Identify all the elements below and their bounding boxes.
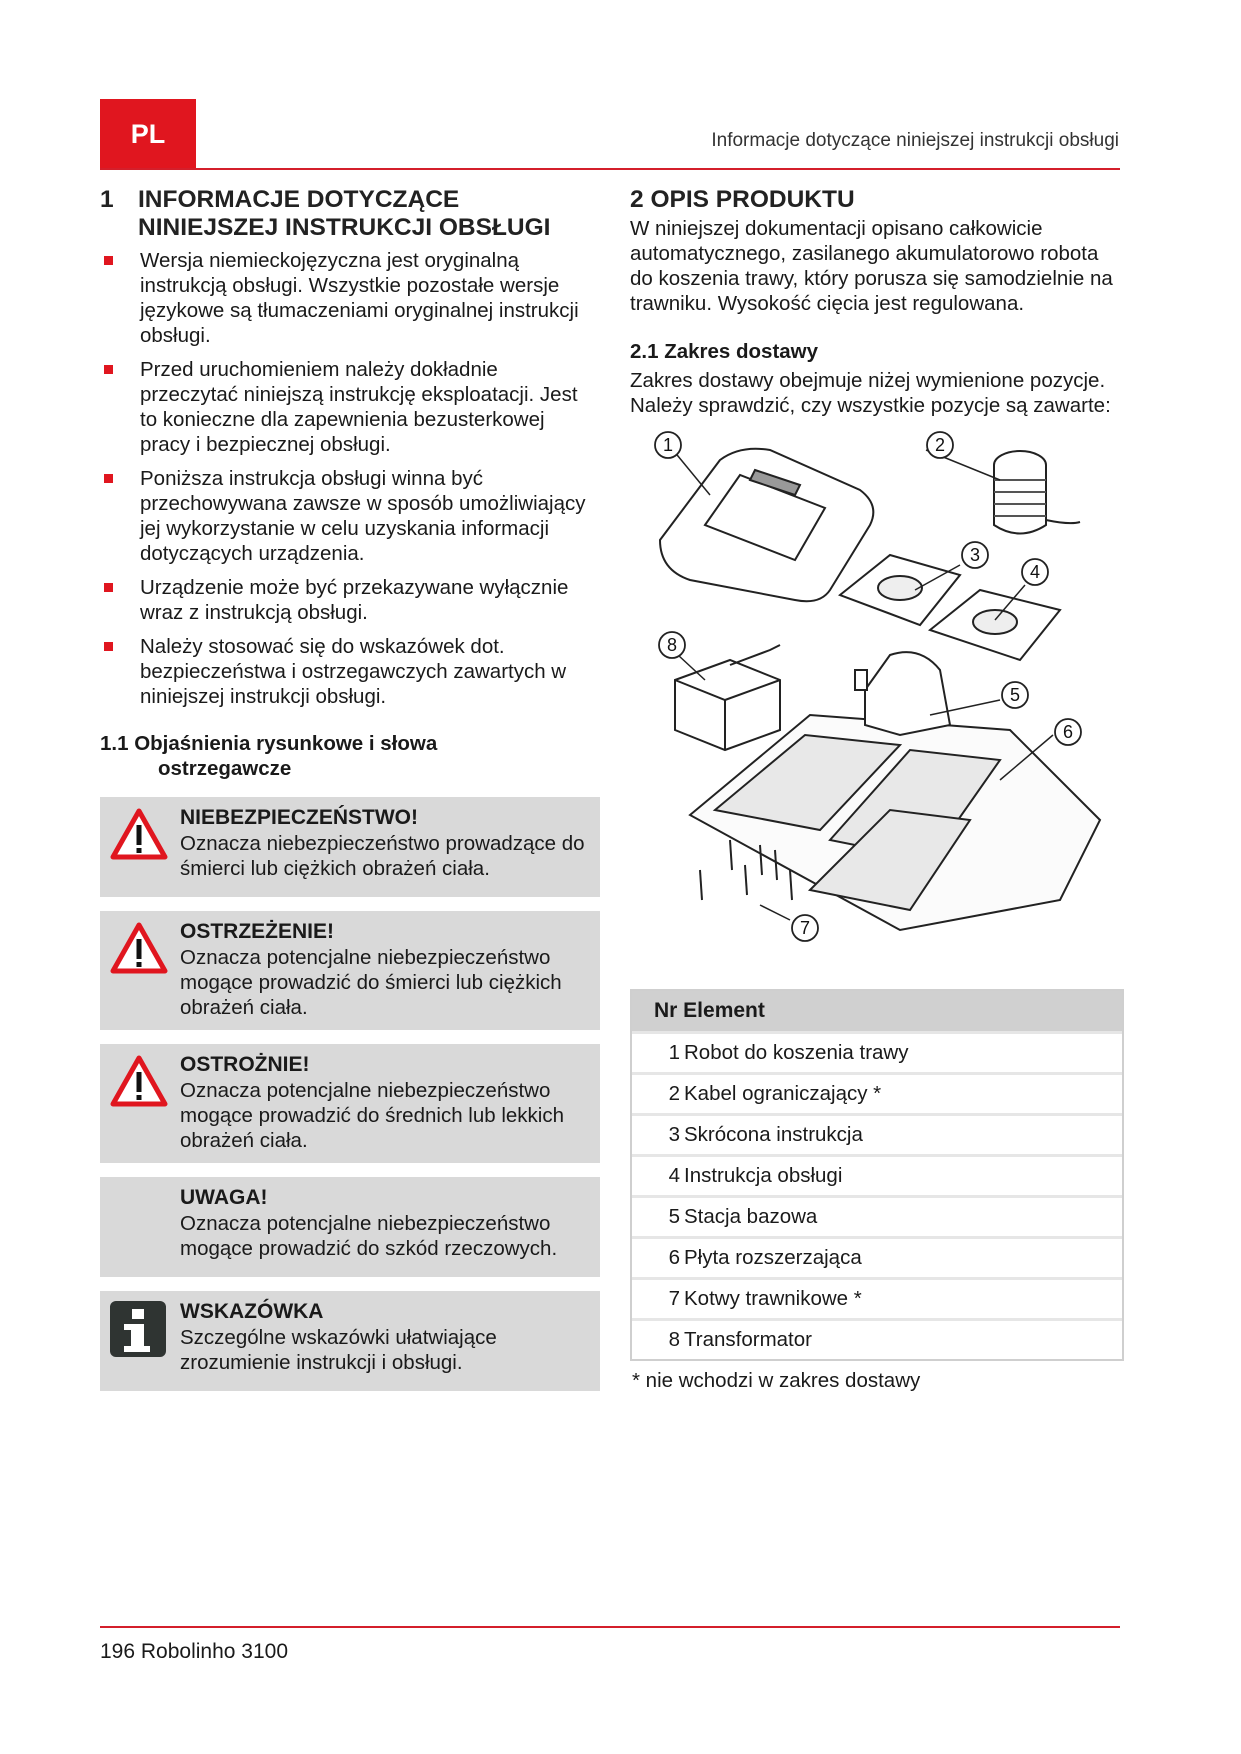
- section-1-heading: [100, 186, 600, 242]
- section-number: 2: [630, 186, 644, 213]
- list-item: Wersja niemieckojęzyczna jest oryginalną instrukcją obsługi. Wszystkie pozostałe wersje językowe są tłumaczeniami oryginalnej instrukcji obsługi.: [100, 248, 600, 348]
- note-title: OSTRZEŻENIE!: [180, 920, 335, 943]
- callout-leader: [673, 450, 710, 495]
- callout-number: 2: [934, 435, 946, 455]
- note-hint: [100, 1291, 600, 1391]
- section-title-line2: ostrzegawcze: [158, 757, 292, 780]
- row-element: Robot do koszenia trawy: [684, 1041, 909, 1064]
- info-icon: [110, 1301, 166, 1362]
- table-row: [632, 1072, 1122, 1113]
- lawn-peg: [700, 870, 702, 900]
- section-number: 2.1: [630, 340, 659, 363]
- row-element: Kotwy trawnikowe *: [684, 1287, 862, 1310]
- transformer-cable: [730, 645, 780, 665]
- note-title: OSTROŻNIE!: [180, 1053, 310, 1076]
- note-text: Oznacza potencjalne niebezpieczeństwo mogące prowadzić do śmierci lub ciężkich obrażeń ciała.: [180, 946, 562, 1019]
- section-number: 1: [100, 186, 114, 213]
- warning-triangle-icon: [110, 921, 168, 980]
- warning-triangle-icon: [110, 807, 168, 866]
- note-text: Szczególne wskazówki ułatwiające zrozumienie instrukcji i obsługi.: [180, 1326, 497, 1374]
- note-title: UWAGA!: [180, 1186, 268, 1209]
- note-warning: [100, 911, 600, 1030]
- row-number: 5: [668, 1205, 680, 1228]
- table-row: [632, 1318, 1122, 1359]
- row-number: 4: [668, 1164, 680, 1187]
- section-title: OPIS PRODUKTU: [650, 186, 855, 213]
- lawn-peg: [730, 840, 732, 870]
- section-1-1-heading: [100, 731, 600, 781]
- list-item: Należy stosować się do wskazówek dot. bezpieczeństwa i ostrzegawczych zawartych w niniejszej instrukcji obsługi.: [100, 634, 600, 709]
- callout-number: 6: [1062, 722, 1074, 742]
- note-text: Oznacza potencjalne niebezpieczeństwo mogące prowadzić do szkód rzeczowych.: [180, 1212, 558, 1260]
- section-title-line1: INFORMACJE DOTYCZĄCE: [138, 186, 460, 213]
- base-station-shape: [865, 652, 950, 735]
- transformer-shape: [675, 660, 780, 750]
- row-element: Skrócona instrukcja: [684, 1123, 863, 1146]
- table-row: [632, 1277, 1122, 1318]
- table-row: [632, 1236, 1122, 1277]
- table-header: Nr Element: [632, 991, 1122, 1031]
- list-item: Przed uruchomieniem należy dokładnie przeczytać niniejszą instrukcję eksploatacji. Jest to konieczne dla zapewnienia bezusterkowej pracy i bezpiecznej obsługi.: [100, 357, 600, 457]
- delivery-contents-figure: [630, 430, 1120, 975]
- row-element: Instrukcja obsługi: [684, 1164, 843, 1187]
- section-2-1-text: Zakres dostawy obejmuje niżej wymienione pozycje. Należy sprawdzić, czy wszystkie pozycje są zawarte:: [630, 369, 1111, 417]
- note-text: Oznacza potencjalne niebezpieczeństwo mogące prowadzić do średnich lub lekkich obrażeń ciała.: [180, 1079, 565, 1152]
- table-row: [632, 1113, 1122, 1154]
- section-number: 1.1: [100, 732, 129, 755]
- callout-number: 1: [662, 435, 674, 455]
- cable-end: [1046, 520, 1080, 523]
- table-footnote: * nie wchodzi w zakres dostawy: [632, 1369, 921, 1392]
- row-number: 7: [668, 1287, 680, 1310]
- running-title: Informacje dotyczące niniejszej instrukcji obsługi: [711, 130, 1119, 151]
- booklet-graphic: [878, 576, 922, 600]
- callout-number: 7: [799, 918, 811, 938]
- signal-words-list: [100, 797, 600, 1391]
- row-element: Kabel ograniczający *: [684, 1082, 882, 1105]
- note-caution: [100, 1044, 600, 1163]
- product-illustration: [630, 430, 1120, 970]
- callout-number: 3: [969, 545, 981, 565]
- lawn-peg: [745, 865, 747, 895]
- lawn-peg: [790, 870, 792, 900]
- section-title-line1: Objaśnienia rysunkowe i słowa: [134, 732, 438, 755]
- list-item: Poniższa instrukcja obsługi winna być przechowywana zawsze w sposób umożliwiający jej wykorzystanie w celu uzyskania informacji dotyczących urządzenia.: [100, 466, 600, 566]
- booklet-graphic: [973, 610, 1017, 634]
- table-row: [632, 1154, 1122, 1195]
- section-2-heading: [630, 186, 1120, 214]
- language-tab: PL: [100, 99, 196, 169]
- row-number: 3: [668, 1123, 680, 1146]
- table-row: [632, 1031, 1122, 1072]
- info-bullet-list: [100, 248, 600, 709]
- base-station-post: [855, 670, 867, 690]
- row-number: 1: [668, 1041, 680, 1064]
- callout-number: 5: [1009, 685, 1021, 705]
- row-element: Stacja bazowa: [684, 1205, 818, 1228]
- callout-number: 8: [666, 635, 678, 655]
- note-title: NIEBEZPIECZEŃSTWO!: [180, 806, 419, 829]
- table-row: [632, 1195, 1122, 1236]
- section-2-text: W niniejszej dokumentacji opisano całkowicie automatycznego, zasilanego akumulatorowo robota do koszenia trawy, który porusza się samodzielnie na trawniku. Wysokość cięcia jest regulowana.: [630, 217, 1113, 315]
- list-item: Urządzenie może być przekazywane wyłącznie wraz z instrukcją obsługi.: [100, 575, 600, 625]
- row-number: 6: [668, 1246, 680, 1269]
- cable-coil-body: [994, 465, 1046, 534]
- warning-triangle-icon: [110, 1054, 168, 1113]
- row-element: Transformator: [684, 1328, 812, 1351]
- callout-number: 4: [1029, 562, 1041, 582]
- row-number: 2: [668, 1082, 680, 1105]
- left-column: [100, 186, 600, 1405]
- row-element: Płyta rozszerzająca: [684, 1246, 862, 1269]
- note-title: WSKAZÓWKA: [180, 1300, 324, 1323]
- page-footer: 196 Robolinho 3100: [100, 1640, 288, 1663]
- note-danger: [100, 797, 600, 897]
- delivery-contents-table: [630, 989, 1124, 1361]
- section-2-1-heading: [630, 340, 1120, 364]
- callout-leader: [760, 905, 790, 920]
- note-notice: [100, 1177, 600, 1277]
- row-number: 8: [668, 1328, 680, 1351]
- header-rule: [100, 168, 1120, 170]
- section-title: Zakres dostawy: [664, 340, 819, 363]
- footer-rule: [100, 1626, 1120, 1628]
- right-column: [630, 186, 1120, 1393]
- section-title-line2: NINIEJSZEJ INSTRUKCJI OBSŁUGI: [138, 214, 551, 241]
- note-text: Oznacza niebezpieczeństwo prowadzące do śmierci lub ciężkich obrażeń ciała.: [180, 832, 585, 880]
